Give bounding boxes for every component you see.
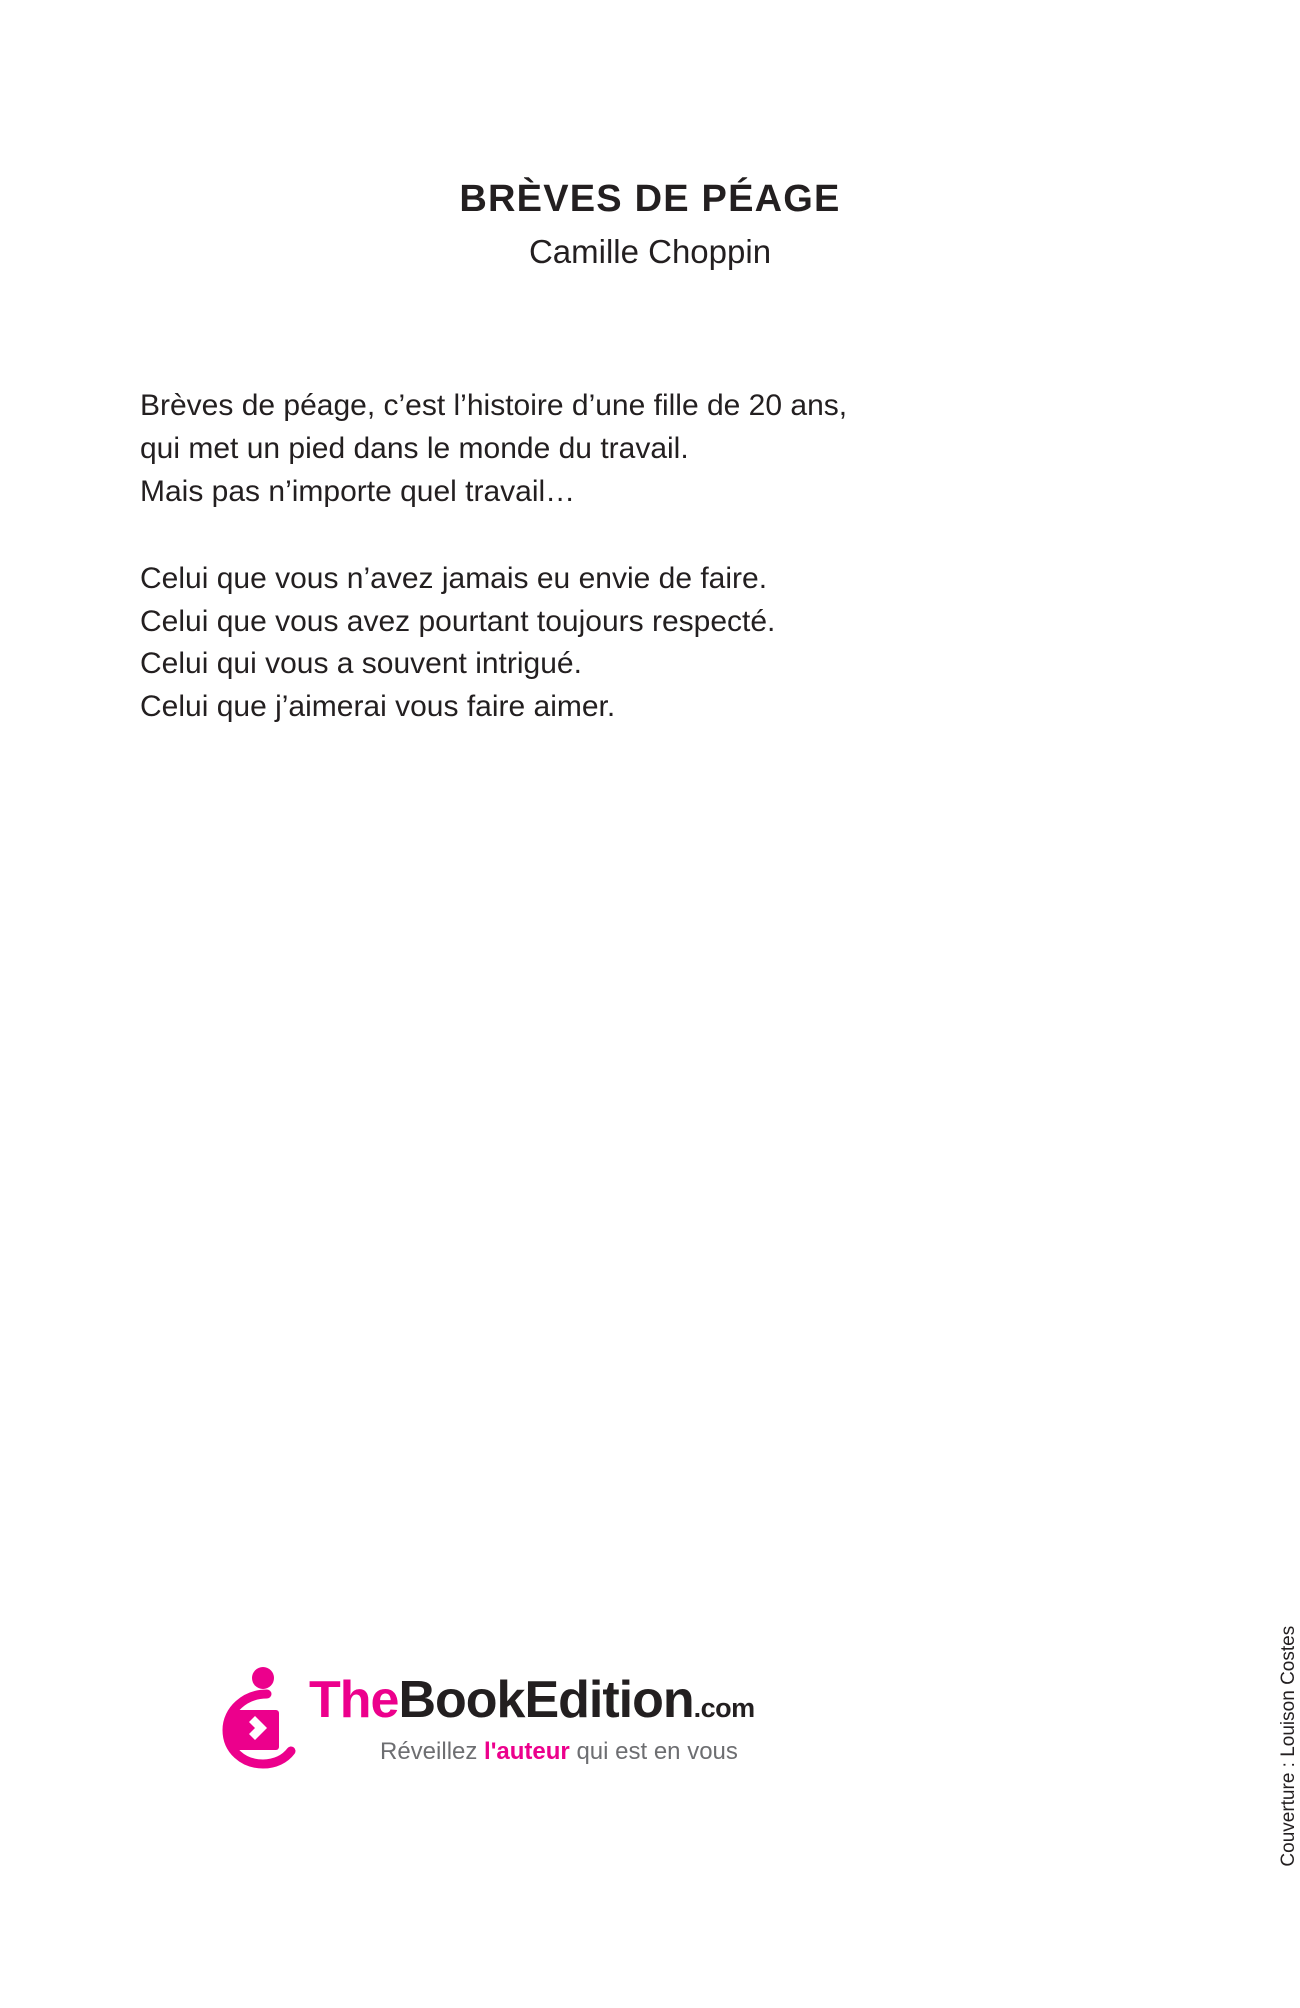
blurb-text (140, 385, 1200, 729)
blurb-line: Celui qui vous a souvent intrigué. (140, 647, 582, 681)
tagline-highlight: l'auteur (484, 1738, 570, 1765)
tagline-before: Réveillez (380, 1738, 485, 1765)
publisher-logo (205, 1660, 905, 1790)
blurb-line: Celui que vous avez pourtant toujours respecté. (140, 604, 776, 638)
publisher-tagline (380, 1738, 738, 1766)
blurb-line: Mais pas n’importe quel travail… (140, 474, 576, 508)
wordmark-edition: Edition (524, 1671, 694, 1729)
tagline-after: qui est en vous (569, 1738, 738, 1765)
publisher-wordmark (309, 1671, 755, 1729)
cover-credit: Couverture : Louison Costes (1278, 1625, 1299, 1867)
thebookedition-logo-icon (205, 1666, 305, 1770)
blurb-line: Brèves de péage, c’est l’histoire d’une fille de 20 ans, (140, 389, 848, 422)
wordmark-dotcom: .com (693, 1693, 755, 1723)
page-title: BRÈVES DE PÉAGE (459, 178, 841, 220)
wordmark-book: Book (398, 1671, 525, 1729)
blurb-line: Celui que vous n’avez jamais eu envie de faire. (140, 561, 768, 595)
blurb-line: Celui que j’aimerai vous faire aimer. (140, 690, 616, 724)
title-block (0, 178, 1300, 271)
wordmark-the: The (309, 1671, 399, 1729)
blurb-line: qui met un pied dans le monde du travail. (140, 431, 689, 465)
author-name: Camille Choppin (528, 232, 772, 270)
paragraph-spacer (140, 514, 1200, 558)
